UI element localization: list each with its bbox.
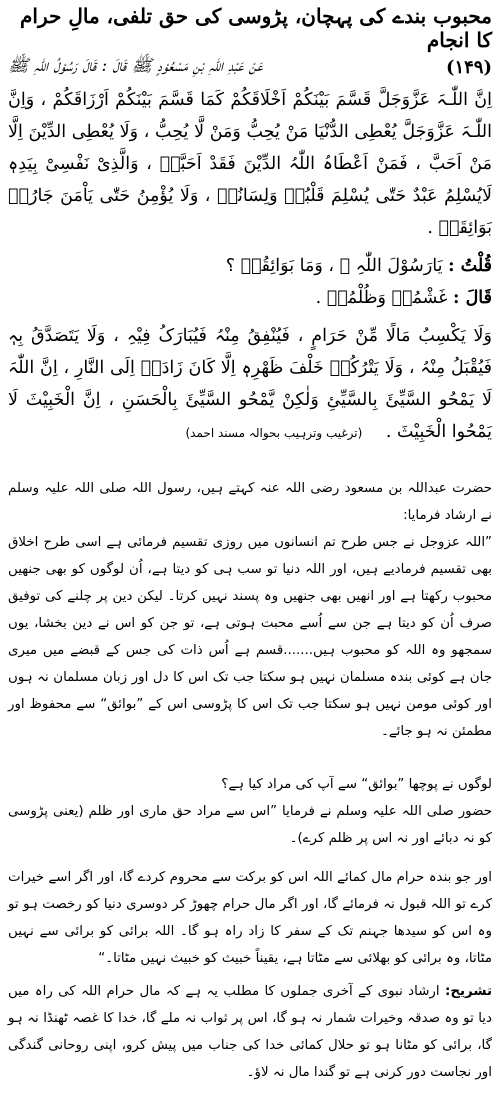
arabic-paragraph-2	[8, 320, 492, 449]
urdu-translation: ”اللہ عزوجل نے جس طرح تم انسانوں میں روزی تقسیم فرمائی ہے اسی طرح اخلاق بھی تقسیم فرمادیے ہیں، اور اللہ دنیا تو سب ہی کو دیتا ہے، اُن لوگوں کو بھی جنھیں محبوب رکھتا ہے اور انھیں بھی جنھیں وہ پسند نہیں کرتا۔ لیکن دین پر چلنے کی توفیق صرف اُن کو دیتا ہے جن سے اُسے محبت ہوتی ہے، تو جن کو اس نے دین بخشا، یوں سمجھو وہ اللہ کو محبوب ہیں.......قسم ہے اُس ذات کی جس کے قبضے میں میری جان ہے کوئی بندہ مسلمان نہیں ہو سکتا جب تک اس کا دل اور زبان مسلمان نہ ہوں اور کوئی مومن نہیں ہو سکتا جب تک اس کا پڑوسی اس کے ”بوائق“ سے محفوظ اور مطمئن نہ ہو جائے۔	[8, 535, 492, 739]
urdu-text	[8, 475, 492, 1086]
sharh-text: ارشاد نبوی کے آخری جملوں کا مطلب یہ ہے کہ مال حرام اللہ کی راہ میں دیا تو وہ صدقہ وخیرات شمار نہ ہو گا، اس پر ثواب نہ ملے گا، خدا کا غصہ ٹھنڈا نہ ہو گا، برائی کو مٹانا ہو تو حلال کمائی خدا کی جناب میں پیش کرو، اپنی روحانی گندگی اور نجاست دور کرنی ہے تو گندا مال نہ لاؤ۔	[8, 984, 492, 1080]
urdu-sharh	[8, 978, 492, 1086]
hadith-isnad: عَنْ عَبْدِ اللّٰہِ بْنِ مَسْعُوْدٍ ﷺ قَالَ : قَالَ رَسُوْلُ اللّٰہِ ﷺ	[8, 55, 263, 76]
arabic-question	[8, 250, 492, 282]
arabic-reference: (ترغیب وترہیب بحوالہ مسند احمد)	[185, 426, 363, 440]
arabic-text	[8, 84, 492, 449]
urdu-intro: حضرت عبداللہ بن مسعود رضی اللہ عنہ کہتے ہیں، رسول اللہ صلی اللہ علیہ وسلم نے ارشاد فرمایا:	[8, 481, 492, 523]
arabic-answer-text: غَشْمُہٗ وَظُلْمُہٗ .	[315, 288, 448, 308]
arabic-answer	[8, 282, 492, 314]
arabic-question-label: قُلْتُ :	[448, 256, 492, 276]
urdu-question: لوگوں نے پوچھا ”بوائق“ سے آپ کی مراد کیا ہے؟	[221, 777, 492, 792]
arabic-paragraph-1: اِنَّ اللّٰـہَ عَزَّوَجَلَّ قَسَّمَ بَیْنَکُمْ اَخْلَاقَکُمْ کَمَا قَسَّمَ بَیْنَکُمْ اَرْزَاقَکُمْ ، وَاِنَّ اللّٰـہَ عَزَّوَجَلَّ یُعْطِی الدُّنْیَا مَنْ یُحِبُّ وَمَنْ لَّا یُحِبُّ ، وَلَا یُعْطِی الدِّیْنَ اِلَّا مَنْ اَحَبَّ ، فَمَنْ اَعْطَاہُ اللّٰہُ الدِّیْنَ فَقَدْ اَحَبَّہٗ ، وَالَّذِیْ نَفْسِیْ بِیَدِہٖ لَایُسْلِمُ عَبْدٌ حَتّٰی یُسْلِمَ قَلْبُہٗ وَلِسَانُہٗ ، وَلَا یُؤْمِنُ حَتّٰی یَاْمَنَ جَارُہٗ بَوَائِقَہٗ .	[8, 90, 492, 238]
urdu-continuation: اور جو بندہ حرام مال کمائے اللہ اس کو برکت سے محروم کردے گا، اور اگر اسے خیرات کرے تو اللہ قبول نہ فرمائے گا، اور اگر مال حرام چھوڑ کر دوسری دنیا کو رخصت ہو تو وہ اس کو سیدھا جہنم تک کے سفر کا زاد راہ ہو گا۔ اللہ برائی کو برائی سے نہیں مٹاتا، وہ برائی کو بھلائی سے مٹاتا ہے، یقیناً خبیث کو خبیث نہیں مٹاتا۔“	[8, 870, 492, 966]
page-title: محبوب بندے کی پہچان، پڑوسی کی حق تلفی، مالِ حرام کا انجام	[20, 4, 492, 52]
urdu-answer: حضور صلی اللہ علیہ وسلم نے فرمایا ”اس سے مراد حق ماری اور ظلم (یعنی پڑوسی کو نہ دبائے اور نہ اس پر ظلم کرے)۔	[8, 804, 492, 846]
arabic-question-text: یَارَسُوْلَ اللّٰہِ ﷺ ، وَمَا بَوَائِقُہٗ ؟	[225, 256, 443, 276]
hadith-number: (۱۴۹)	[445, 56, 492, 78]
sharh-label: تشریح:	[444, 984, 492, 999]
arabic-paragraph-2-text: وَلَا یَکْسِبُ مَالًا مِّنْ حَرَامٍ ، فَیُنْفِقُ مِنْہُ فَیُبَارَکُ فِیْہِ ، وَلَا یَتَصَدَّقُ بِہٖ فَیُقْبَلُ مِنْہُ ، وَلَا یَتْرُکُہٗ خَلْفَ ظَھْرِہٖ اِلَّا کَانَ زَادَہٗ اِلَی النَّارِ ، اِنَّ اللّٰہَ لَا یَمْحُو السَّیِّئَ بِالسَّیِّئِ وَلٰکِنْ یَّمْحُو السَّیِّئَ بِالْحَسَنِ ، اِنَّ الْخَبِیْثَ لَا یَمْحُوا الْخَبِیْثَ .	[8, 326, 492, 442]
arabic-answer-label: قَالَ :	[453, 288, 492, 308]
hadith-header	[8, 50, 492, 84]
